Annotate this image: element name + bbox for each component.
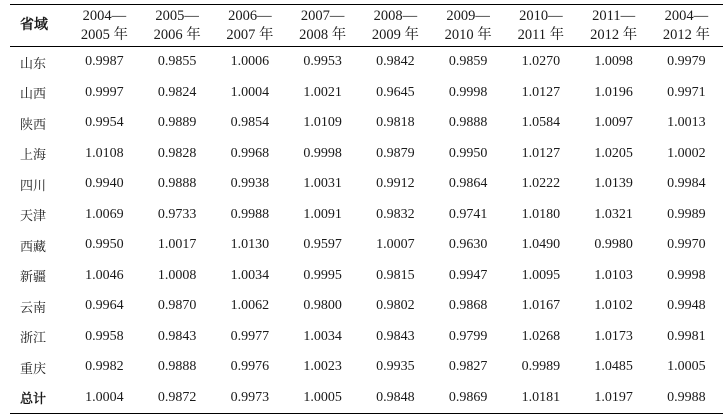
value-cell: 0.9630: [448, 237, 488, 253]
column-header-period: [650, 5, 723, 47]
value-cell: 0.9870: [157, 298, 197, 314]
value-cell: 0.9981: [667, 328, 706, 344]
column-header-province: [10, 5, 68, 47]
value-cell: 0.9998: [667, 267, 706, 283]
column-header-period: [141, 5, 214, 47]
value-cell: 1.0013: [667, 115, 706, 131]
table-row: [10, 352, 723, 383]
value-cell: 0.9954: [85, 115, 124, 131]
value-cell: 0.9998: [303, 145, 342, 161]
value-cell: 0.9733: [157, 206, 197, 222]
value-cell: 1.0222: [521, 176, 561, 192]
table-row: [10, 230, 723, 261]
column-header-line2: 2005 年: [80, 26, 128, 43]
value-cell: 0.9889: [157, 115, 197, 131]
value-cell: 1.0017: [157, 237, 197, 253]
value-cell: 1.0197: [594, 389, 633, 405]
value-cell: 1.0173: [594, 328, 633, 344]
value-cell: 0.9997: [85, 84, 124, 100]
column-header-line2: 2009 年: [371, 26, 419, 43]
province-cell: 陕西: [20, 117, 47, 133]
value-cell: 1.0103: [594, 267, 633, 283]
value-cell: 1.0196: [594, 84, 633, 100]
province-cell: 新疆: [20, 270, 47, 286]
column-header-period: [577, 5, 650, 47]
value-cell: 0.9958: [85, 328, 124, 344]
column-header-period: [286, 5, 359, 47]
column-header-line1: 2004—: [82, 7, 127, 24]
value-cell: 1.0127: [521, 84, 561, 100]
value-cell: 1.0091: [303, 206, 342, 222]
value-cell: 0.9799: [448, 328, 488, 344]
table-body: [10, 47, 723, 414]
value-cell: 0.9888: [157, 176, 197, 192]
column-header-line1: 2005—: [155, 7, 199, 24]
value-cell: 0.9998: [448, 84, 488, 100]
value-cell: 1.0130: [230, 237, 270, 253]
data-table: [10, 4, 723, 414]
column-header-line1: 2008—: [373, 7, 418, 24]
value-cell: 0.9979: [667, 54, 706, 70]
column-header-line2: 2010 年: [444, 26, 492, 43]
value-cell: 0.9645: [376, 84, 415, 100]
value-cell: 1.0005: [303, 389, 342, 405]
column-header-line2: 2008 年: [299, 26, 347, 43]
column-header-period: [432, 5, 505, 47]
column-header-line1: 2009—: [446, 7, 490, 24]
value-cell: 0.9989: [667, 206, 706, 222]
value-cell: 0.9741: [448, 206, 488, 222]
value-cell: 0.9818: [376, 115, 415, 131]
value-cell: 0.9864: [448, 176, 488, 192]
value-cell: 1.0127: [521, 145, 561, 161]
value-cell: 0.9971: [667, 84, 706, 100]
value-cell: 0.9988: [667, 389, 706, 405]
value-cell: 0.9938: [230, 176, 270, 192]
value-cell: 0.9828: [157, 145, 197, 161]
value-cell: 0.9827: [448, 359, 488, 375]
value-cell: 1.0181: [521, 389, 561, 405]
value-cell: 0.9872: [157, 389, 197, 405]
value-cell: 0.9854: [230, 115, 270, 131]
value-cell: 1.0004: [230, 84, 270, 100]
value-cell: 0.9912: [376, 176, 415, 192]
value-cell: 0.9989: [521, 359, 561, 375]
value-cell: 0.9802: [376, 298, 415, 314]
column-header-line2: 2012 年: [662, 26, 710, 43]
value-cell: 1.0069: [85, 206, 124, 222]
value-cell: 0.9948: [667, 298, 706, 314]
province-cell: 浙江: [20, 331, 47, 347]
table-row: [10, 169, 723, 200]
province-cell: 山西: [20, 87, 47, 103]
value-cell: 1.0008: [157, 267, 197, 283]
value-cell: 0.9988: [230, 206, 270, 222]
value-cell: 1.0139: [594, 176, 633, 192]
province-cell: 天津: [20, 209, 47, 225]
value-cell: 1.0034: [230, 267, 270, 283]
value-cell: 1.0062: [230, 298, 270, 314]
column-header-line1: 2007—: [300, 7, 345, 24]
column-header-line2: 2007 年: [226, 26, 274, 43]
value-cell: 1.0102: [594, 298, 633, 314]
value-cell: 1.0007: [376, 237, 415, 253]
province-cell: 总计: [20, 392, 47, 408]
column-header-line2: 2006 年: [153, 26, 201, 43]
value-cell: 1.0321: [594, 206, 633, 222]
value-cell: 1.0023: [303, 359, 342, 375]
value-cell: 0.9973: [230, 389, 270, 405]
table-header: [10, 5, 723, 47]
province-cell: 云南: [20, 300, 47, 316]
table-row: [10, 200, 723, 231]
value-cell: 1.0584: [521, 115, 561, 131]
table-row: [10, 322, 723, 353]
value-cell: 0.9984: [667, 176, 706, 192]
value-cell: 0.9995: [303, 267, 342, 283]
province-cell: 重庆: [20, 361, 47, 377]
table-row: [10, 139, 723, 170]
value-cell: 1.0205: [594, 145, 633, 161]
value-cell: 0.9950: [85, 237, 124, 253]
column-header-period: [214, 5, 287, 47]
value-cell: 1.0002: [667, 145, 706, 161]
value-cell: 0.9843: [376, 328, 415, 344]
value-cell: 0.9947: [448, 267, 488, 283]
value-cell: 0.9935: [376, 359, 415, 375]
value-cell: 0.9950: [448, 145, 488, 161]
value-cell: 1.0167: [521, 298, 561, 314]
value-cell: 1.0270: [521, 54, 561, 70]
value-cell: 0.9980: [594, 237, 633, 253]
column-header-line1: 2010—: [519, 7, 563, 24]
province-cell: 山东: [20, 56, 47, 72]
value-cell: 0.9869: [448, 389, 488, 405]
value-cell: 0.9868: [448, 298, 488, 314]
column-header-line1: 2006—: [228, 7, 272, 24]
province-cell: 西藏: [20, 239, 47, 255]
value-cell: 0.9800: [303, 298, 342, 314]
value-cell: 0.9843: [157, 328, 197, 344]
value-cell: 1.0268: [521, 328, 561, 344]
value-cell: 1.0485: [594, 359, 633, 375]
table-row: [10, 108, 723, 139]
column-header-period: [505, 5, 578, 47]
value-cell: 0.9987: [85, 54, 124, 70]
value-cell: 0.9855: [157, 54, 197, 70]
value-cell: 1.0021: [303, 84, 342, 100]
value-cell: 1.0097: [594, 115, 633, 131]
value-cell: 0.9940: [85, 176, 124, 192]
value-cell: 0.9815: [376, 267, 415, 283]
value-cell: 0.9982: [85, 359, 124, 375]
value-cell: 1.0004: [85, 389, 124, 405]
column-header-period: [68, 5, 141, 47]
value-cell: 0.9848: [376, 389, 415, 405]
column-header-line1: 省域: [20, 17, 48, 33]
province-cell: 四川: [20, 178, 47, 194]
value-cell: 0.9832: [376, 206, 415, 222]
value-cell: 1.0006: [230, 54, 270, 70]
value-cell: 1.0109: [303, 115, 342, 131]
value-cell: 1.0095: [521, 267, 561, 283]
value-cell: 0.9968: [230, 145, 270, 161]
value-cell: 0.9970: [667, 237, 706, 253]
value-cell: 1.0034: [303, 328, 342, 344]
value-cell: 0.9597: [303, 237, 342, 253]
value-cell: 0.9976: [230, 359, 270, 375]
value-cell: 1.0031: [303, 176, 342, 192]
table-row: [10, 47, 723, 78]
value-cell: 0.9953: [303, 54, 342, 70]
table-row: [10, 291, 723, 322]
column-header-line1: 2004—: [664, 7, 709, 24]
value-cell: 1.0490: [521, 237, 561, 253]
value-cell: 0.9964: [85, 298, 124, 314]
column-header-line2: 2012 年: [590, 26, 638, 43]
value-cell: 0.9888: [448, 115, 488, 131]
value-cell: 1.0046: [85, 267, 124, 283]
value-cell: 0.9824: [157, 84, 197, 100]
header-row: [10, 5, 723, 47]
value-cell: 0.9977: [230, 328, 270, 344]
value-cell: 1.0005: [667, 359, 706, 375]
value-cell: 1.0180: [521, 206, 561, 222]
data-table-container: [10, 4, 710, 414]
table-row: [10, 383, 723, 414]
table-row: [10, 261, 723, 292]
value-cell: 0.9842: [376, 54, 415, 70]
column-header-period: [359, 5, 432, 47]
table-row: [10, 78, 723, 109]
value-cell: 0.9859: [448, 54, 488, 70]
column-header-line2: 2011 年: [517, 26, 565, 43]
value-cell: 0.9879: [376, 145, 415, 161]
province-cell: 上海: [20, 148, 47, 164]
value-cell: 1.0108: [85, 145, 124, 161]
value-cell: 1.0098: [594, 54, 633, 70]
value-cell: 0.9888: [157, 359, 197, 375]
column-header-line1: 2011—: [592, 7, 636, 24]
